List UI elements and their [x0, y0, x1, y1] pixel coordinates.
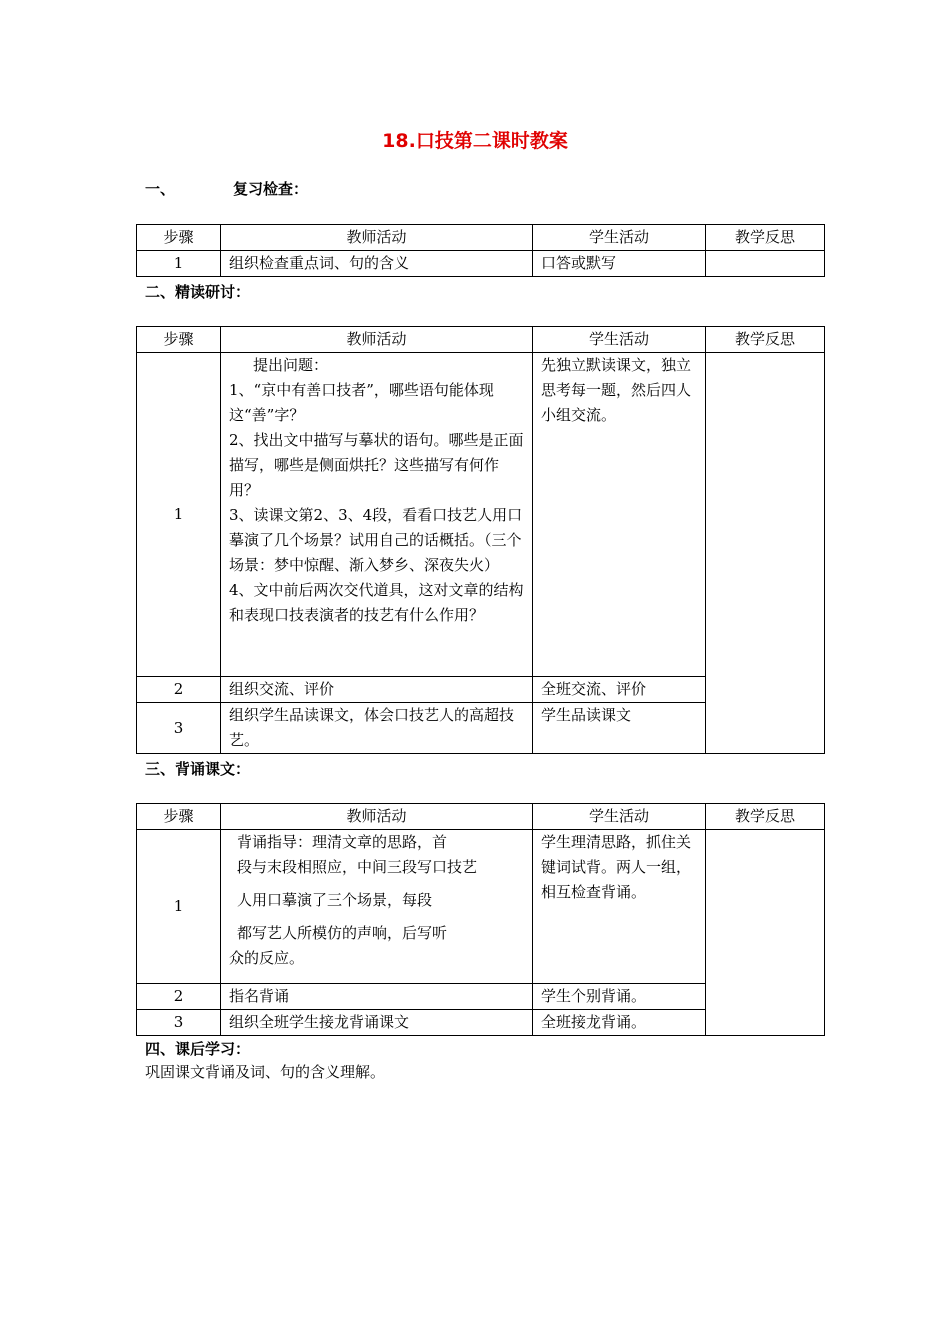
recitation-table [136, 803, 825, 1036]
teacher-cell: 指名背诵 [221, 984, 533, 1010]
step-cell: 1 [137, 251, 221, 277]
reflection-cell [706, 353, 825, 754]
guide-line-1: 背诵指导：理清文章的思路，首 [237, 833, 448, 851]
step-cell: 1 [137, 353, 221, 677]
reflection-cell [706, 251, 825, 277]
after-class-text: 巩固课文背诵及词、句的含义理解。 [145, 1063, 386, 1081]
question-2: 2、找出文中描写与摹状的语句。哪些是正面描写，哪些是侧面烘托？这些描写有何作用？ [229, 431, 524, 499]
table-header-row [137, 804, 825, 830]
page-title: 18.口技第二课时教案 [382, 130, 568, 152]
reflection-cell [706, 830, 825, 1036]
header-reflection: 教学反思 [706, 327, 825, 353]
step-cell: 2 [137, 677, 221, 703]
header-step: 步骤 [137, 225, 221, 251]
question-4: 4、文中前后两次交代道具，这对文章的结构和表现口技表演者的技艺有什么作用？ [229, 581, 524, 624]
header-step: 步骤 [137, 804, 221, 830]
table-row [137, 353, 825, 677]
step-cell: 1 [137, 830, 221, 984]
student-cell: 全班接龙背诵。 [533, 1010, 706, 1036]
student-cell: 口答或默写 [533, 251, 706, 277]
guide-line-5: 众的反应。 [229, 949, 305, 967]
student-cell: 先独立默读课文，独立思考每一题，然后四人小组交流。 [533, 353, 706, 677]
student-cell: 全班交流、评价 [533, 677, 706, 703]
guide-line-3: 人用口摹演了三个场景，每段 [237, 891, 433, 909]
guide-line-4: 都写艺人所模仿的声响，后写听 [237, 924, 448, 942]
guide-line-2: 段与末段相照应，中间三段写口技艺 [237, 858, 478, 876]
teacher-cell: 组织全班学生接龙背诵课文 [221, 1010, 533, 1036]
teacher-cell: 组织检查重点词、句的含义 [221, 251, 533, 277]
student-cell: 学生理清思路，抓住关键词试背。两人一组，相互检查背诵。 [533, 830, 706, 984]
header-student: 学生活动 [533, 804, 706, 830]
step-cell: 3 [137, 703, 221, 754]
header-teacher: 教师活动 [221, 804, 533, 830]
section-heading-3: 三、背诵课文： [145, 760, 251, 778]
step-cell: 3 [137, 1010, 221, 1036]
teacher-cell: 组织交流、评价 [221, 677, 533, 703]
header-teacher: 教师活动 [221, 225, 533, 251]
student-cell: 学生品读课文 [533, 703, 706, 754]
question-intro: 提出问题： [253, 356, 329, 374]
header-reflection: 教学反思 [706, 225, 825, 251]
question-1: 1、“京中有善口技者”，哪些语句能体现这“善”字？ [229, 381, 494, 424]
table-row [137, 830, 825, 984]
section-label: 复习检查： [233, 180, 309, 198]
table-header-row [137, 225, 825, 251]
step-cell: 2 [137, 984, 221, 1010]
reading-table [136, 326, 825, 754]
header-reflection: 教学反思 [706, 804, 825, 830]
header-student: 学生活动 [533, 225, 706, 251]
header-step: 步骤 [137, 327, 221, 353]
table-row [137, 251, 825, 277]
section-heading-2: 二、精读研讨： [145, 283, 251, 301]
table-header-row [137, 327, 825, 353]
teacher-cell [221, 353, 533, 677]
section-number: 一、 [145, 180, 176, 198]
section-heading-1 [145, 178, 308, 199]
header-student: 学生活动 [533, 327, 706, 353]
section-heading-4: 四、课后学习： [145, 1040, 251, 1058]
teacher-cell [221, 830, 533, 984]
student-cell: 学生个别背诵。 [533, 984, 706, 1010]
teacher-cell: 组织学生品读课文，体会口技艺人的高超技艺。 [221, 703, 533, 754]
question-3: 3、读课文第2、3、4段，看看口技艺人用口摹演了几个场景？试用自己的话概括。（三个场景：梦中惊醒、渐入梦乡、深夜失火） [229, 506, 523, 574]
header-teacher: 教师活动 [221, 327, 533, 353]
review-table [136, 224, 825, 277]
